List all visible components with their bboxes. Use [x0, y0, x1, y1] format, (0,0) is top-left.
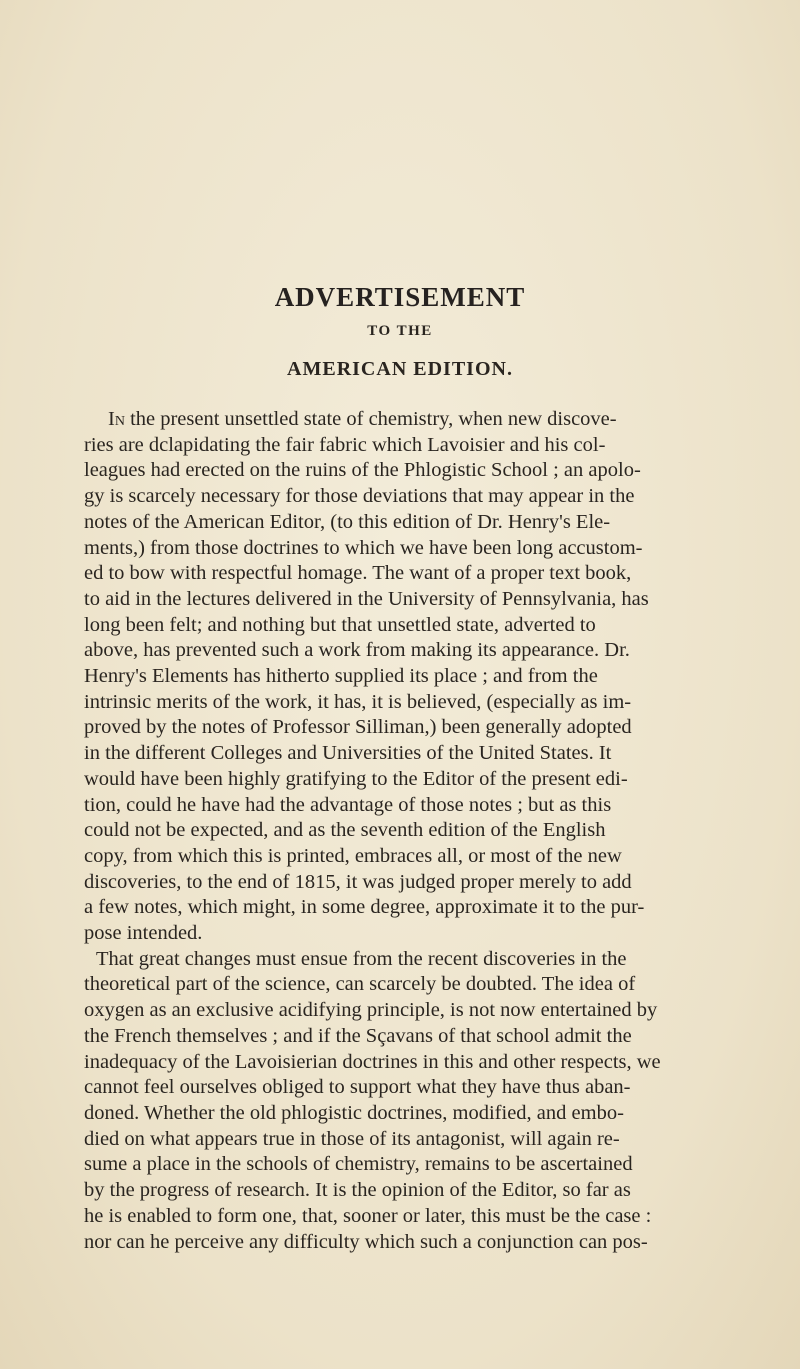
text-line: nor can he perceive any difficulty which such a conjunction can pos-	[84, 1230, 648, 1253]
text-line: cannot feel ourselves obliged to support what they have thus aban-	[84, 1076, 631, 1099]
body-text	[84, 407, 800, 1255]
text-line: ments,) from those doctrines to which we have been long accustom-	[84, 536, 643, 559]
text-line: oxygen as an exclusive acidifying principle, is not now entertained by	[84, 999, 658, 1022]
text-line: intrinsic merits of the work, it has, it is believed, (especially as im-	[84, 690, 632, 713]
text-line: in the different Colleges and Universities of the United States. It	[84, 742, 612, 765]
page-title: ADVERTISEMENT	[274, 282, 526, 312]
text-line: copy, from which this is printed, embraces all, or most of the new	[84, 844, 622, 867]
title-connector: TO THE	[367, 323, 433, 339]
text-line: long been felt; and nothing but that unsettled state, adverted to	[84, 613, 596, 636]
text-line: theoretical part of the science, can scarcely be doubted. The idea of	[84, 973, 636, 996]
text-line: above, has prevented such a work from making its appearance. Dr.	[84, 639, 630, 662]
text-line: notes of the American Editor, (to this edition of Dr. Henry's Ele-	[84, 510, 611, 533]
text-line: ries are dclapidating the fair fabric which Lavoisier and his col-	[84, 433, 606, 456]
paragraph-2	[84, 947, 800, 1255]
text-line: he is enabled to form one, that, sooner or later, this must be the case :	[84, 1204, 652, 1227]
text-line: pose intended.	[84, 922, 203, 945]
text-line: the French themselves ; and if the Sçavans of that school admit the	[84, 1024, 632, 1047]
text-line: leagues had erected on the ruins of the Phlogistic School ; an apolo-	[84, 459, 641, 482]
text-line: died on what appears true in those of its antagonist, will again re-	[84, 1127, 620, 1150]
text-line: would have been highly gratifying to the Editor of the present edi-	[84, 767, 628, 790]
text-line: gy is scarcely necessary for those deviations that may appear in the	[84, 485, 635, 508]
lead-word: In	[108, 408, 125, 430]
text-line: could not be expected, and as the seventh edition of the English	[84, 819, 606, 842]
text-line: discoveries, to the end of 1815, it was judged proper merely to add	[84, 870, 632, 893]
text-line: doned. Whether the old phlogistic doctrines, modified, and embo-	[84, 1101, 624, 1124]
text-line: ed to bow with respectful homage. The want of a proper text book,	[84, 562, 632, 585]
text-line: proved by the notes of Professor Silliman,) been generally adopted	[84, 716, 632, 739]
page-subtitle: AMERICAN EDITION.	[287, 358, 513, 380]
text-line: to aid in the lectures delivered in the University of Pennsylvania, has	[84, 587, 649, 610]
text-line: Henry's Elements has hitherto supplied its place ; and from the	[84, 665, 598, 688]
paragraph-1	[84, 407, 800, 947]
first-line-text: the present unsettled state of chemistry, when new discove-	[124, 408, 617, 430]
text-line: inadequacy of the Lavoisierian doctrines in this and other respects, we	[84, 1050, 661, 1073]
text-line: tion, could he have had the advantage of those notes ; but as this	[84, 793, 612, 816]
text-line: sume a place in the schools of chemistry, remains to be ascertained	[84, 1153, 633, 1176]
text-line	[108, 407, 800, 433]
text-line: a few notes, which might, in some degree, approximate it to the pur-	[84, 896, 645, 919]
text-line: That great changes must ensue from the recent discoveries in the	[96, 947, 627, 970]
text-line: by the progress of research. It is the opinion of the Editor, so far as	[84, 1179, 631, 1202]
